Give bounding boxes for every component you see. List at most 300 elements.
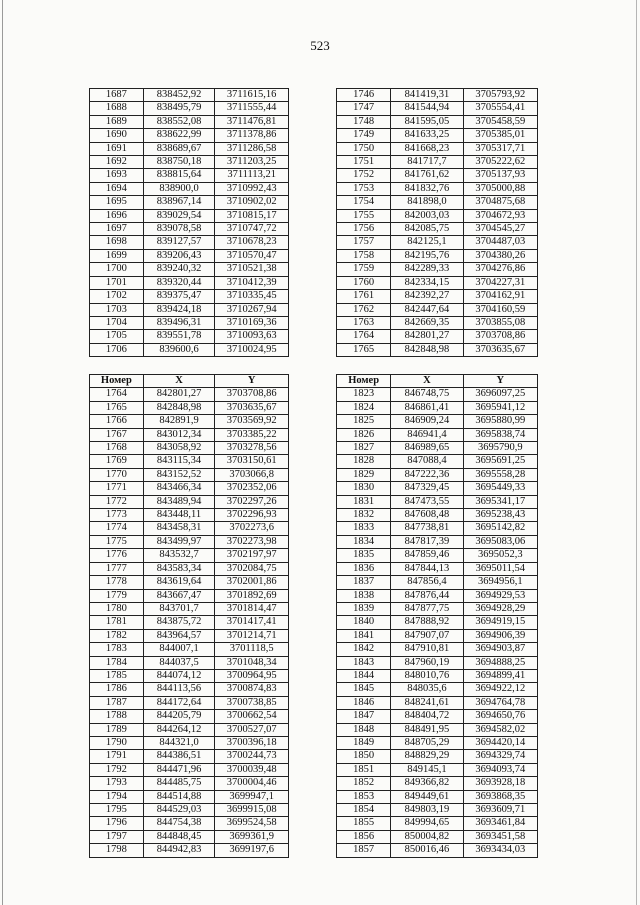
x-coordinate-cell: 844942,83 xyxy=(143,844,215,857)
table-row xyxy=(90,182,289,195)
point-number-cell: 1747 xyxy=(337,102,391,115)
point-number-cell: 1761 xyxy=(337,290,391,303)
table-row xyxy=(90,723,289,736)
x-coordinate-cell: 841668,23 xyxy=(391,142,463,155)
table-row xyxy=(90,249,289,262)
point-number-cell: 1840 xyxy=(337,616,391,629)
x-coordinate-cell: 848829,29 xyxy=(391,750,463,763)
point-number-cell: 1748 xyxy=(337,115,391,128)
point-number-cell: 1753 xyxy=(337,182,391,195)
x-coordinate-cell: 848241,61 xyxy=(391,696,463,709)
x-coordinate-cell: 849994,65 xyxy=(391,817,463,830)
table-row xyxy=(90,522,289,535)
table-row xyxy=(337,669,538,682)
x-coordinate-cell: 843058,92 xyxy=(143,442,215,455)
x-coordinate-cell: 838622,99 xyxy=(143,129,215,142)
y-coordinate-cell: 3711378,86 xyxy=(215,129,289,142)
y-coordinate-cell: 3694888,25 xyxy=(463,656,537,669)
y-coordinate-cell: 3704380,26 xyxy=(463,249,537,262)
point-number-cell: 1764 xyxy=(337,330,391,343)
table-row xyxy=(337,303,538,316)
point-number-cell: 1854 xyxy=(337,804,391,817)
point-number-cell: 1826 xyxy=(337,428,391,441)
y-coordinate-cell: 3710521,38 xyxy=(215,263,289,276)
x-coordinate-cell: 844485,75 xyxy=(143,777,215,790)
point-number-cell: 1695 xyxy=(90,196,144,209)
y-coordinate-cell: 3702084,75 xyxy=(215,562,289,575)
x-coordinate-cell: 844514,88 xyxy=(143,790,215,803)
table-row xyxy=(337,196,538,209)
point-number-cell: 1706 xyxy=(90,343,144,356)
point-number-cell: 1775 xyxy=(90,535,144,548)
point-number-cell: 1771 xyxy=(90,482,144,495)
y-coordinate-cell: 3710570,47 xyxy=(215,249,289,262)
point-number-cell: 1704 xyxy=(90,316,144,329)
y-coordinate-cell: 3710992,43 xyxy=(215,182,289,195)
y-coordinate-cell: 3701417,41 xyxy=(215,616,289,629)
x-coordinate-cell: 844074,12 xyxy=(143,669,215,682)
table-header-row xyxy=(90,375,289,388)
point-number-cell: 1703 xyxy=(90,303,144,316)
y-coordinate-cell: 3705793,92 xyxy=(463,89,537,102)
point-number-cell: 1855 xyxy=(337,817,391,830)
table-row xyxy=(337,401,538,414)
point-number-cell: 1776 xyxy=(90,549,144,562)
x-coordinate-cell: 842085,75 xyxy=(391,223,463,236)
point-number-cell: 1795 xyxy=(90,804,144,817)
y-coordinate-cell: 3703708,86 xyxy=(215,388,289,401)
x-coordinate-cell: 839206,43 xyxy=(143,249,215,262)
y-coordinate-cell: 3694650,76 xyxy=(463,710,537,723)
point-number-cell: 1849 xyxy=(337,736,391,749)
x-coordinate-cell: 843466,34 xyxy=(143,482,215,495)
header-x: X xyxy=(143,375,215,388)
point-number-cell: 1746 xyxy=(337,89,391,102)
y-coordinate-cell: 3700004,46 xyxy=(215,777,289,790)
y-coordinate-cell: 3711286,58 xyxy=(215,142,289,155)
x-coordinate-cell: 838900,0 xyxy=(143,182,215,195)
x-coordinate-cell: 843152,52 xyxy=(143,468,215,481)
table-row xyxy=(90,316,289,329)
point-number-cell: 1792 xyxy=(90,763,144,776)
y-coordinate-cell: 3693434,03 xyxy=(463,844,537,857)
table-row xyxy=(337,156,538,169)
x-coordinate-cell: 838689,67 xyxy=(143,142,215,155)
x-coordinate-cell: 850004,82 xyxy=(391,830,463,843)
x-coordinate-cell: 842334,15 xyxy=(391,276,463,289)
table-row xyxy=(90,343,289,356)
table-row xyxy=(90,415,289,428)
point-number-cell: 1697 xyxy=(90,223,144,236)
point-number-cell: 1793 xyxy=(90,777,144,790)
table-row xyxy=(337,415,538,428)
y-coordinate-cell: 3702297,26 xyxy=(215,495,289,508)
point-number-cell: 1829 xyxy=(337,468,391,481)
y-coordinate-cell: 3711555,44 xyxy=(215,102,289,115)
y-coordinate-cell: 3694903,87 xyxy=(463,643,537,656)
table-row xyxy=(337,522,538,535)
x-coordinate-cell: 847844,13 xyxy=(391,562,463,575)
x-coordinate-cell: 839424,18 xyxy=(143,303,215,316)
y-coordinate-cell: 3703635,67 xyxy=(463,343,537,356)
x-coordinate-cell: 844037,5 xyxy=(143,656,215,669)
point-number-cell: 1749 xyxy=(337,129,391,142)
y-coordinate-cell: 3699915,08 xyxy=(215,804,289,817)
point-number-cell: 1852 xyxy=(337,777,391,790)
point-number-cell: 1777 xyxy=(90,562,144,575)
x-coordinate-cell: 847608,48 xyxy=(391,509,463,522)
x-coordinate-cell: 850016,46 xyxy=(391,844,463,857)
point-number-cell: 1774 xyxy=(90,522,144,535)
point-number-cell: 1756 xyxy=(337,223,391,236)
y-coordinate-cell: 3694928,29 xyxy=(463,602,537,615)
page-number: 523 xyxy=(310,38,330,53)
table-row xyxy=(337,602,538,615)
point-number-cell: 1758 xyxy=(337,249,391,262)
y-coordinate-cell: 3694899,41 xyxy=(463,669,537,682)
table-row xyxy=(90,736,289,749)
y-coordinate-cell: 3705385,01 xyxy=(463,129,537,142)
point-number-cell: 1837 xyxy=(337,576,391,589)
table-row xyxy=(90,844,289,857)
table-row xyxy=(337,830,538,843)
table-row xyxy=(90,276,289,289)
y-coordinate-cell: 3700039,48 xyxy=(215,763,289,776)
x-coordinate-cell: 844386,51 xyxy=(143,750,215,763)
table-row xyxy=(90,156,289,169)
point-number-cell: 1764 xyxy=(90,388,144,401)
y-coordinate-cell: 3703708,86 xyxy=(463,330,537,343)
table-row xyxy=(90,303,289,316)
x-coordinate-cell: 846989,65 xyxy=(391,442,463,455)
table-row xyxy=(90,428,289,441)
y-coordinate-cell: 3699197,6 xyxy=(215,844,289,857)
point-number-cell: 1847 xyxy=(337,710,391,723)
x-coordinate-cell: 849449,61 xyxy=(391,790,463,803)
table-row xyxy=(90,236,289,249)
x-coordinate-cell: 847859,46 xyxy=(391,549,463,562)
y-coordinate-cell: 3693609,71 xyxy=(463,804,537,817)
y-coordinate-cell: 3710747,72 xyxy=(215,223,289,236)
y-coordinate-cell: 3711113,21 xyxy=(215,169,289,182)
x-coordinate-cell: 841717,7 xyxy=(391,156,463,169)
point-number-cell: 1770 xyxy=(90,468,144,481)
point-number-cell: 1785 xyxy=(90,669,144,682)
y-coordinate-cell: 3704545,27 xyxy=(463,223,537,236)
point-number-cell: 1693 xyxy=(90,169,144,182)
x-coordinate-cell: 846941,4 xyxy=(391,428,463,441)
x-coordinate-cell: 844113,56 xyxy=(143,683,215,696)
point-number-cell: 1699 xyxy=(90,249,144,262)
point-number-cell: 1701 xyxy=(90,276,144,289)
point-number-cell: 1828 xyxy=(337,455,391,468)
point-number-cell: 1762 xyxy=(337,303,391,316)
table-row xyxy=(337,468,538,481)
table-row xyxy=(90,509,289,522)
y-coordinate-cell: 3700738,85 xyxy=(215,696,289,709)
point-number-cell: 1833 xyxy=(337,522,391,535)
table-row xyxy=(90,223,289,236)
x-coordinate-cell: 847888,92 xyxy=(391,616,463,629)
x-coordinate-cell: 838967,14 xyxy=(143,196,215,209)
point-number-cell: 1798 xyxy=(90,844,144,857)
x-coordinate-cell: 847877,75 xyxy=(391,602,463,615)
x-coordinate-cell: 843964,57 xyxy=(143,629,215,642)
table-row xyxy=(337,89,538,102)
y-coordinate-cell: 3704276,86 xyxy=(463,263,537,276)
x-coordinate-cell: 839029,54 xyxy=(143,209,215,222)
table-row xyxy=(337,316,538,329)
x-coordinate-cell: 844848,45 xyxy=(143,830,215,843)
x-coordinate-cell: 842003,03 xyxy=(391,209,463,222)
table-row xyxy=(337,535,538,548)
point-number-cell: 1835 xyxy=(337,549,391,562)
table-row xyxy=(337,509,538,522)
page-edge-right xyxy=(636,0,637,905)
x-coordinate-cell: 839240,32 xyxy=(143,263,215,276)
point-number-cell: 1836 xyxy=(337,562,391,575)
point-number-cell: 1705 xyxy=(90,330,144,343)
y-coordinate-cell: 3695142,82 xyxy=(463,522,537,535)
y-coordinate-cell: 3710412,39 xyxy=(215,276,289,289)
y-coordinate-cell: 3695880,99 xyxy=(463,415,537,428)
table-row xyxy=(337,750,538,763)
x-coordinate-cell: 844321,0 xyxy=(143,736,215,749)
table-row xyxy=(90,589,289,602)
y-coordinate-cell: 3695838,74 xyxy=(463,428,537,441)
point-number-cell: 1688 xyxy=(90,102,144,115)
table-row xyxy=(90,482,289,495)
y-coordinate-cell: 3702273,6 xyxy=(215,522,289,535)
y-coordinate-cell: 3700396,18 xyxy=(215,736,289,749)
point-number-cell: 1851 xyxy=(337,763,391,776)
table-row xyxy=(337,723,538,736)
y-coordinate-cell: 3694582,02 xyxy=(463,723,537,736)
table-row xyxy=(90,790,289,803)
y-coordinate-cell: 3699361,9 xyxy=(215,830,289,843)
table-row xyxy=(337,330,538,343)
point-number-cell: 1848 xyxy=(337,723,391,736)
y-coordinate-cell: 3704672,93 xyxy=(463,209,537,222)
y-coordinate-cell: 3705458,59 xyxy=(463,115,537,128)
x-coordinate-cell: 847222,36 xyxy=(391,468,463,481)
y-coordinate-cell: 3705222,62 xyxy=(463,156,537,169)
y-coordinate-cell: 3710335,45 xyxy=(215,290,289,303)
x-coordinate-cell: 838552,08 xyxy=(143,115,215,128)
x-coordinate-cell: 849366,82 xyxy=(391,777,463,790)
point-number-cell: 1757 xyxy=(337,236,391,249)
x-coordinate-cell: 842801,27 xyxy=(391,330,463,343)
x-coordinate-cell: 848491,95 xyxy=(391,723,463,736)
table-row xyxy=(337,290,538,303)
point-number-cell: 1830 xyxy=(337,482,391,495)
y-coordinate-cell: 3700964,95 xyxy=(215,669,289,682)
x-coordinate-cell: 843532,7 xyxy=(143,549,215,562)
table-row xyxy=(90,388,289,401)
table-row xyxy=(337,562,538,575)
point-number-cell: 1766 xyxy=(90,415,144,428)
x-coordinate-cell: 841761,62 xyxy=(391,169,463,182)
x-coordinate-cell: 844007,1 xyxy=(143,643,215,656)
x-coordinate-cell: 838750,18 xyxy=(143,156,215,169)
y-coordinate-cell: 3701814,47 xyxy=(215,602,289,615)
y-coordinate-cell: 3694929,53 xyxy=(463,589,537,602)
x-coordinate-cell: 839375,47 xyxy=(143,290,215,303)
table-row xyxy=(90,602,289,615)
point-number-cell: 1796 xyxy=(90,817,144,830)
table-row xyxy=(337,182,538,195)
point-number-cell: 1784 xyxy=(90,656,144,669)
y-coordinate-cell: 3703150,61 xyxy=(215,455,289,468)
y-coordinate-cell: 3695790,9 xyxy=(463,442,537,455)
point-number-cell: 1827 xyxy=(337,442,391,455)
x-coordinate-cell: 838495,79 xyxy=(143,102,215,115)
y-coordinate-cell: 3702352,06 xyxy=(215,482,289,495)
point-number-cell: 1843 xyxy=(337,656,391,669)
table-row xyxy=(337,249,538,262)
y-coordinate-cell: 3694919,15 xyxy=(463,616,537,629)
table-row xyxy=(90,830,289,843)
x-coordinate-cell: 844529,03 xyxy=(143,804,215,817)
point-number-cell: 1763 xyxy=(337,316,391,329)
table-row xyxy=(90,142,289,155)
y-coordinate-cell: 3711203,25 xyxy=(215,156,289,169)
y-coordinate-cell: 3701214,71 xyxy=(215,629,289,642)
y-coordinate-cell: 3704160,59 xyxy=(463,303,537,316)
table-row xyxy=(337,129,538,142)
x-coordinate-cell: 842801,27 xyxy=(143,388,215,401)
point-number-cell: 1773 xyxy=(90,509,144,522)
coordinates-table-4 xyxy=(336,374,538,858)
x-coordinate-cell: 839600,6 xyxy=(143,343,215,356)
x-coordinate-cell: 843701,7 xyxy=(143,602,215,615)
y-coordinate-cell: 3695083,06 xyxy=(463,535,537,548)
table-row xyxy=(337,763,538,776)
x-coordinate-cell: 847738,81 xyxy=(391,522,463,535)
point-number-cell: 1797 xyxy=(90,830,144,843)
y-coordinate-cell: 3694922,12 xyxy=(463,683,537,696)
x-coordinate-cell: 842125,1 xyxy=(391,236,463,249)
point-number-cell: 1769 xyxy=(90,455,144,468)
table-row xyxy=(337,643,538,656)
y-coordinate-cell: 3702273,98 xyxy=(215,535,289,548)
point-number-cell: 1831 xyxy=(337,495,391,508)
table-row xyxy=(337,276,538,289)
table-row xyxy=(90,290,289,303)
table-row xyxy=(337,263,538,276)
point-number-cell: 1781 xyxy=(90,616,144,629)
table-row xyxy=(337,629,538,642)
y-coordinate-cell: 3695238,43 xyxy=(463,509,537,522)
table-row xyxy=(337,236,538,249)
y-coordinate-cell: 3701048,34 xyxy=(215,656,289,669)
point-number-cell: 1790 xyxy=(90,736,144,749)
table-row xyxy=(90,669,289,682)
point-number-cell: 1832 xyxy=(337,509,391,522)
table-row xyxy=(90,763,289,776)
table-row xyxy=(337,223,538,236)
x-coordinate-cell: 838815,64 xyxy=(143,169,215,182)
y-coordinate-cell: 3694420,14 xyxy=(463,736,537,749)
y-coordinate-cell: 3694093,74 xyxy=(463,763,537,776)
table-row xyxy=(90,442,289,455)
x-coordinate-cell: 839127,57 xyxy=(143,236,215,249)
table-row xyxy=(337,589,538,602)
table-row xyxy=(337,142,538,155)
x-coordinate-cell: 843115,34 xyxy=(143,455,215,468)
point-number-cell: 1825 xyxy=(337,415,391,428)
point-number-cell: 1696 xyxy=(90,209,144,222)
point-number-cell: 1694 xyxy=(90,182,144,195)
table-row xyxy=(90,209,289,222)
point-number-cell: 1767 xyxy=(90,428,144,441)
x-coordinate-cell: 846748,75 xyxy=(391,388,463,401)
y-coordinate-cell: 3704487,03 xyxy=(463,236,537,249)
point-number-cell: 1844 xyxy=(337,669,391,682)
y-coordinate-cell: 3710678,23 xyxy=(215,236,289,249)
table-row xyxy=(90,710,289,723)
x-coordinate-cell: 839320,44 xyxy=(143,276,215,289)
table-row xyxy=(90,169,289,182)
point-number-cell: 1755 xyxy=(337,209,391,222)
table-row xyxy=(337,656,538,669)
x-coordinate-cell: 846861,41 xyxy=(391,401,463,414)
table-row xyxy=(337,736,538,749)
table-row xyxy=(337,102,538,115)
y-coordinate-cell: 3705317,71 xyxy=(463,142,537,155)
table-row xyxy=(337,455,538,468)
table-row xyxy=(90,549,289,562)
point-number-cell: 1783 xyxy=(90,643,144,656)
point-number-cell: 1687 xyxy=(90,89,144,102)
x-coordinate-cell: 844754,38 xyxy=(143,817,215,830)
coordinates-table-3 xyxy=(89,374,289,858)
y-coordinate-cell: 3693868,35 xyxy=(463,790,537,803)
y-coordinate-cell: 3702296,93 xyxy=(215,509,289,522)
x-coordinate-cell: 847817,39 xyxy=(391,535,463,548)
x-coordinate-cell: 843875,72 xyxy=(143,616,215,629)
table-row xyxy=(90,750,289,763)
x-coordinate-cell: 847856,4 xyxy=(391,576,463,589)
table-row xyxy=(337,777,538,790)
y-coordinate-cell: 3705554,41 xyxy=(463,102,537,115)
table-row xyxy=(90,401,289,414)
table-row xyxy=(90,263,289,276)
point-number-cell: 1750 xyxy=(337,142,391,155)
x-coordinate-cell: 847876,44 xyxy=(391,589,463,602)
x-coordinate-cell: 843583,34 xyxy=(143,562,215,575)
header-number: Номер xyxy=(337,375,391,388)
table-row xyxy=(337,428,538,441)
y-coordinate-cell: 3710815,17 xyxy=(215,209,289,222)
x-coordinate-cell: 843458,31 xyxy=(143,522,215,535)
x-coordinate-cell: 839551,78 xyxy=(143,330,215,343)
y-coordinate-cell: 3694764,78 xyxy=(463,696,537,709)
point-number-cell: 1842 xyxy=(337,643,391,656)
point-number-cell: 1702 xyxy=(90,290,144,303)
x-coordinate-cell: 841419,31 xyxy=(391,89,463,102)
point-number-cell: 1856 xyxy=(337,830,391,843)
point-number-cell: 1782 xyxy=(90,629,144,642)
point-number-cell: 1778 xyxy=(90,576,144,589)
x-coordinate-cell: 838452,92 xyxy=(143,89,215,102)
coordinates-table-1 xyxy=(89,88,289,357)
table-row xyxy=(337,804,538,817)
table-row xyxy=(337,482,538,495)
point-number-cell: 1845 xyxy=(337,683,391,696)
header-y: Y xyxy=(463,375,537,388)
point-number-cell: 1846 xyxy=(337,696,391,709)
